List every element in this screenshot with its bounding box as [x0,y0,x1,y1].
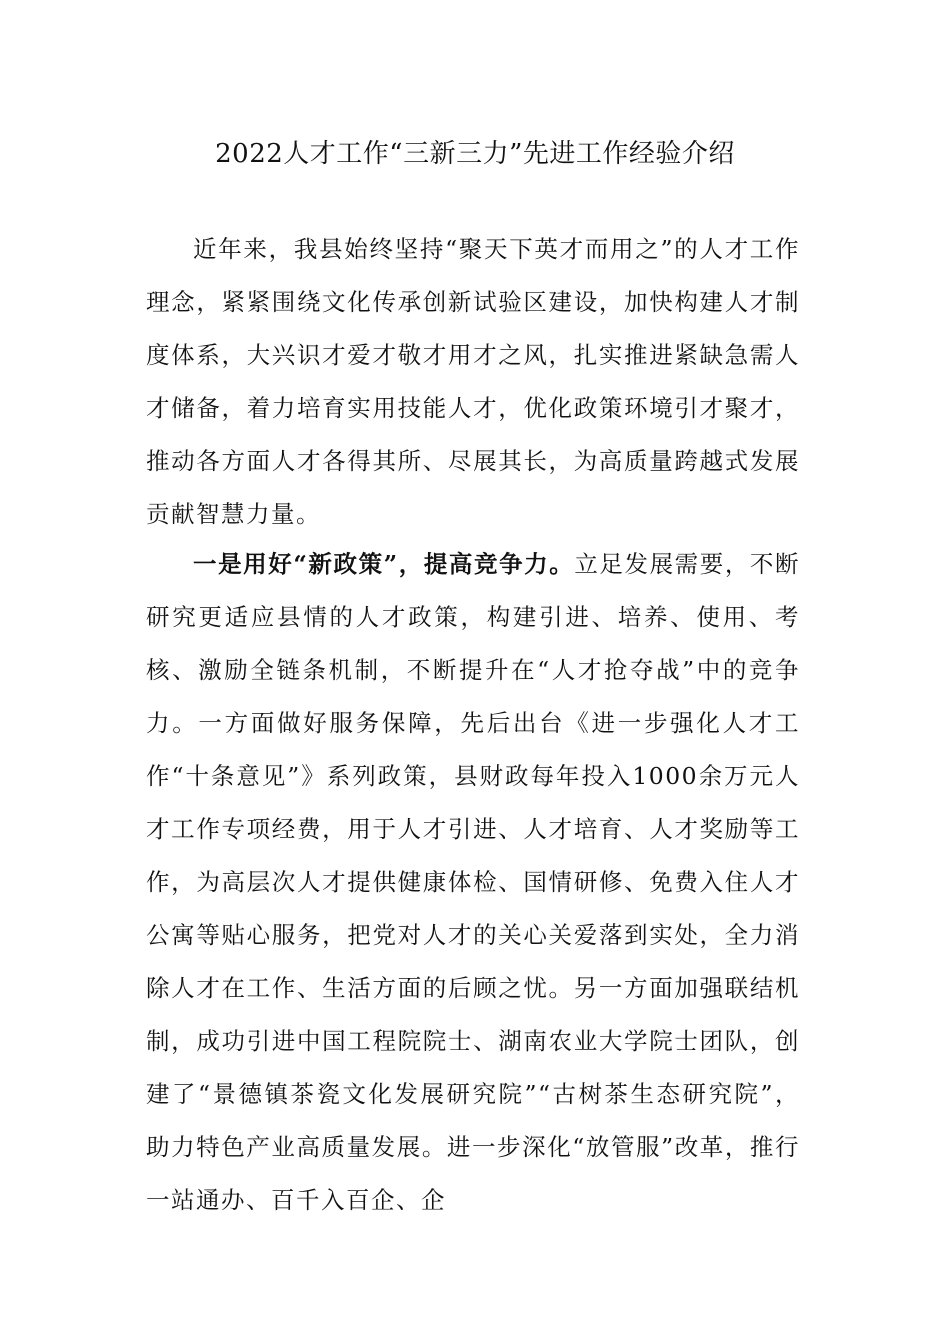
policy-paragraph [146,538,800,1227]
policy-paragraph-heading: 一是用好“新政策”，提高竞争力。 [193,550,575,578]
policy-paragraph-text: 立足发展需要，不断研究更适应县情的人才政策，构建引进、培养、使用、考核、激励全链条机制，不断提升在“人才抢夺战”中的竞争力。一方面做好服务保障，先后出台《进一步强化人才工作“十条意见”》系列政策，县财政每年投入1000余万元人才工作专项经费，用于人才引进、人才培育、人才奖励等工作，为高层次人才提供健康体检、国情研修、免费入住人才公寓等贴心服务，把党对人才的关心关爱落到实处，全力消除人才在工作、生活方面的后顾之忧。另一方面加强联结机制，成功引进中国工程院院士、湖南农业大学院士团队，创建了“景德镇茶瓷文化发展研究院”“古树茶生态研究院”，助力特色产业高质量发展。进一步深化“放管服”改革，推行一站通办、百千入百企、企 [146,550,800,1214]
document-title: 2022人才工作“三新三力”先进工作经验介绍 [215,139,735,169]
intro-paragraph [146,223,800,541]
intro-paragraph-text: 近年来，我县始终坚持“聚天下英才而用之”的人才工作理念，紧紧围绕文化传承创新试验区建设，加快构建人才制度体系，大兴识才爱才敬才用才之风，扎实推进紧缺急需人才储备，着力培育实用技能人才，优化政策环境引才聚才，推动各方面人才各得其所、尽展其长，为高质量跨越式发展贡献智慧力量。 [146,235,800,528]
